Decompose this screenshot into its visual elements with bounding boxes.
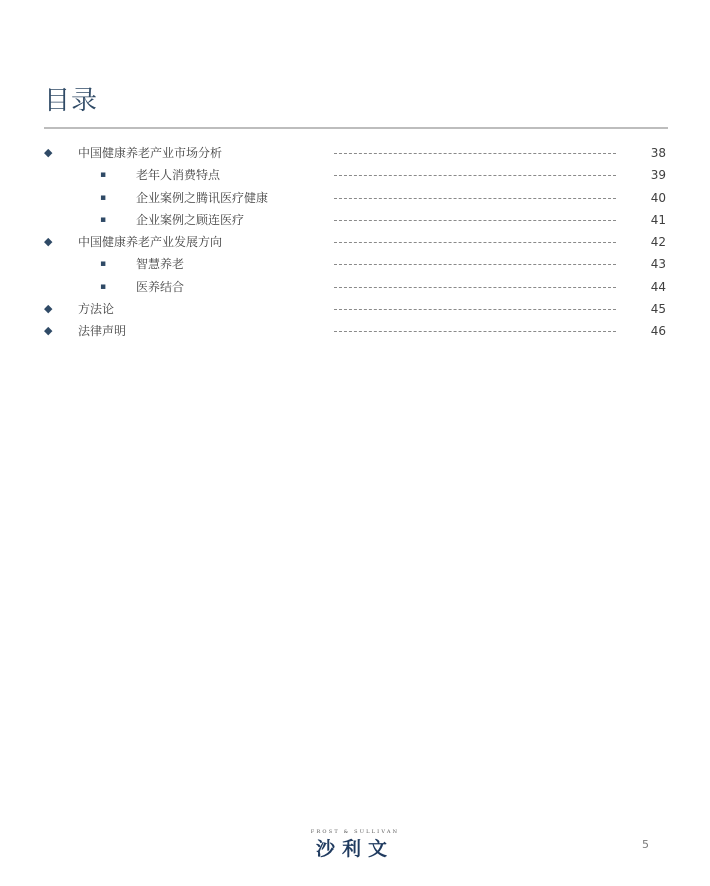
toc-entry[interactable] xyxy=(0,164,710,186)
toc-entry-page: 38 xyxy=(650,146,666,160)
toc-entry-page: 42 xyxy=(650,235,666,250)
toc-entry-label: 老年人消费特点 xyxy=(136,168,221,183)
dot-leader xyxy=(334,220,616,221)
logo-chinese-wordmark: 沙利文 xyxy=(315,838,394,860)
square-bullet-icon: ▪ xyxy=(100,170,107,181)
toc-entry-label: 企业案例之顾连医疗 xyxy=(136,212,245,227)
toc-entry-label: 法律声明 xyxy=(78,324,127,339)
title-divider xyxy=(44,127,668,129)
square-bullet-icon: ▪ xyxy=(100,214,107,225)
toc-entry-page: 45 xyxy=(650,302,666,317)
dot-leader xyxy=(334,287,616,288)
toc-entry[interactable] xyxy=(0,298,710,320)
square-bullet-icon: ▪ xyxy=(100,192,107,203)
toc-entry-page: 43 xyxy=(650,257,666,272)
diamond-bullet-icon: ◆ xyxy=(44,146,53,159)
toc-entry-label: 中国健康养老产业发展方向 xyxy=(78,235,223,250)
toc-entry-page: 46 xyxy=(650,324,666,339)
toc-entry[interactable] xyxy=(0,209,710,231)
dot-leader xyxy=(334,264,616,265)
toc-entry-label: 中国健康养老产业市场分析 xyxy=(78,146,223,160)
toc-entry-label: 企业案例之腾讯医疗健康 xyxy=(136,190,269,205)
diamond-bullet-icon: ◆ xyxy=(44,302,53,316)
diamond-bullet-icon: ◆ xyxy=(44,235,53,249)
toc-entry[interactable] xyxy=(0,276,710,298)
toc-entry[interactable] xyxy=(0,320,710,342)
toc-entry-page: 40 xyxy=(650,190,666,205)
dot-leader xyxy=(334,153,616,154)
page-title: 目录 xyxy=(44,86,99,116)
company-logo xyxy=(300,828,410,861)
square-bullet-icon: ▪ xyxy=(100,281,107,292)
dot-leader xyxy=(334,331,616,332)
logo-english-wordmark: FROST & SULLIVAN xyxy=(310,829,400,835)
toc-entry[interactable] xyxy=(0,253,710,275)
square-bullet-icon: ▪ xyxy=(100,259,107,270)
toc-entry-page: 39 xyxy=(650,168,666,183)
page-number: 5 xyxy=(642,838,649,851)
dot-leader xyxy=(334,309,616,310)
dot-leader xyxy=(334,242,616,243)
toc-entry-page: 44 xyxy=(650,279,666,294)
toc-entry-page: 41 xyxy=(650,212,666,227)
toc-entry-label: 方法论 xyxy=(78,302,115,317)
toc-entry-label: 智慧养老 xyxy=(136,257,185,272)
toc-list xyxy=(0,142,710,343)
dot-leader xyxy=(334,198,616,199)
toc-entry-label: 医养结合 xyxy=(136,279,185,294)
toc-entry[interactable] xyxy=(0,187,710,209)
dot-leader xyxy=(334,175,616,176)
toc-entry[interactable] xyxy=(0,231,710,253)
diamond-bullet-icon: ◆ xyxy=(44,324,53,338)
toc-entry[interactable] xyxy=(0,142,710,164)
